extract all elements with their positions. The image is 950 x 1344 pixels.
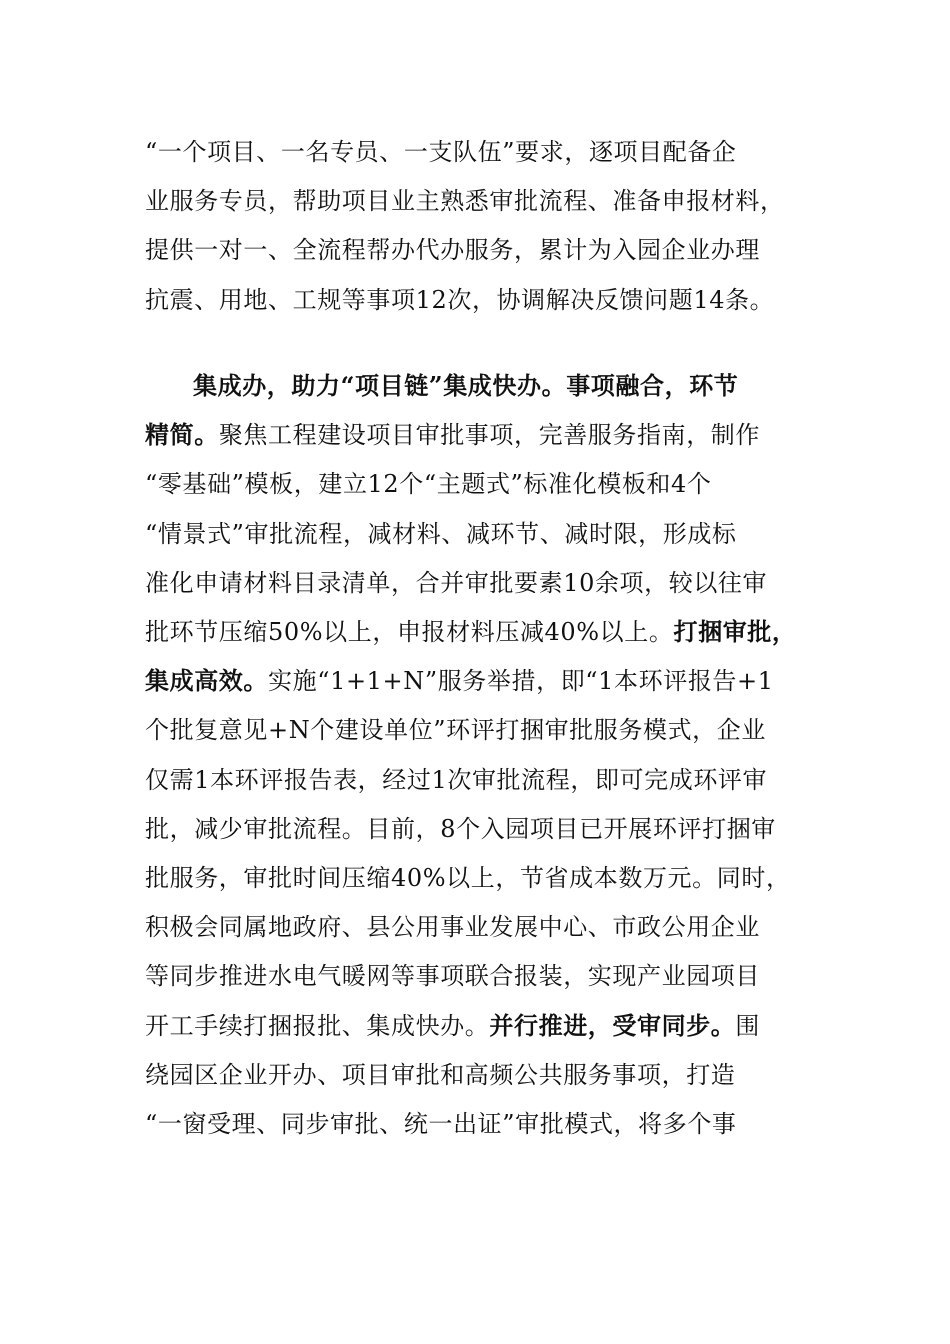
text-line	[193, 370, 738, 402]
body-text: 抗震、用地、工规等事项12次，协调解决反馈问题14条。	[145, 285, 775, 314]
text-line	[145, 960, 760, 992]
text-line	[145, 1059, 735, 1091]
bold-heading-text: 集成办，助力“项目链”集成快办。事项融合，环节	[193, 371, 739, 400]
body-text: 提供一对一、全流程帮办代办服务，累计为入园企业办理	[145, 236, 760, 265]
text-line	[145, 1010, 760, 1042]
text-line	[145, 665, 774, 697]
body-text: 实施“1+1+N”服务举措，即“1本环评报告+1	[268, 667, 774, 696]
body-text: 准化申请材料目录清单，合并审批要素10余项，较以往审	[145, 568, 768, 597]
text-line	[145, 1108, 737, 1140]
text-line	[145, 862, 791, 894]
text-line	[145, 468, 712, 500]
bold-heading-text: 精简。	[145, 420, 219, 450]
text-line	[145, 419, 760, 451]
body-text: “一窗受理、同步审批、统一出证”审批模式，将多个事	[145, 1110, 737, 1138]
text-line	[145, 284, 774, 316]
text-line	[145, 234, 760, 266]
body-text: 积极会同属地政府、县公用事业发展中心、市政公用企业	[145, 913, 760, 942]
body-text: “零基础”模板，建立12个“主题式”标准化模板和4个	[145, 470, 712, 499]
body-text: “情景式”审批流程，减材料、减环节、减时限，形成标	[145, 519, 737, 548]
body-text: 仅需1本环评报告表，经过1次审批流程，即可完成环评审	[145, 765, 768, 794]
body-text: 批服务，审批时间压缩40%以上，节省成本数万元。同时，	[145, 864, 791, 892]
bold-heading-text: 打捆审批，	[673, 617, 797, 646]
body-text: 聚焦工程建设项目审批事项，完善服务指南，制作	[218, 421, 761, 450]
body-text: 开工手续打捆报批、集成快办。	[145, 1011, 490, 1040]
body-text: 个批复意见+N个建设单位”环评打捆审批服务模式，企业	[145, 716, 766, 745]
text-line	[145, 911, 760, 943]
body-text: 批环节压缩50%以上，申报材料压减40%以上。	[145, 618, 674, 646]
text-line	[145, 714, 766, 746]
text-line	[145, 518, 737, 550]
text-line	[145, 185, 785, 217]
body-text: 绕园区企业开办、项目审批和高频公共服务事项，打造	[145, 1060, 736, 1089]
text-line	[145, 616, 797, 648]
body-text: 等同步推进水电气暖网等事项联合报装，实现产业园项目	[145, 962, 760, 991]
body-text: 围	[735, 1011, 761, 1040]
body-text: 业服务专员，帮助项目业主熟悉审批流程、准备申报材料，	[145, 187, 785, 216]
bold-heading-text: 集成高效。	[145, 666, 268, 696]
text-line	[145, 764, 767, 796]
bold-heading-text: 并行推进，受审同步。	[489, 1010, 736, 1040]
body-text: “一个项目、一名专员、一支队伍”要求，逐项目配备企	[145, 138, 737, 166]
text-line	[145, 567, 767, 599]
body-text: 批，减少审批流程。目前，8个入园项目已开展环评打捆审	[145, 814, 776, 843]
text-line	[145, 813, 776, 845]
text-line	[145, 136, 737, 168]
